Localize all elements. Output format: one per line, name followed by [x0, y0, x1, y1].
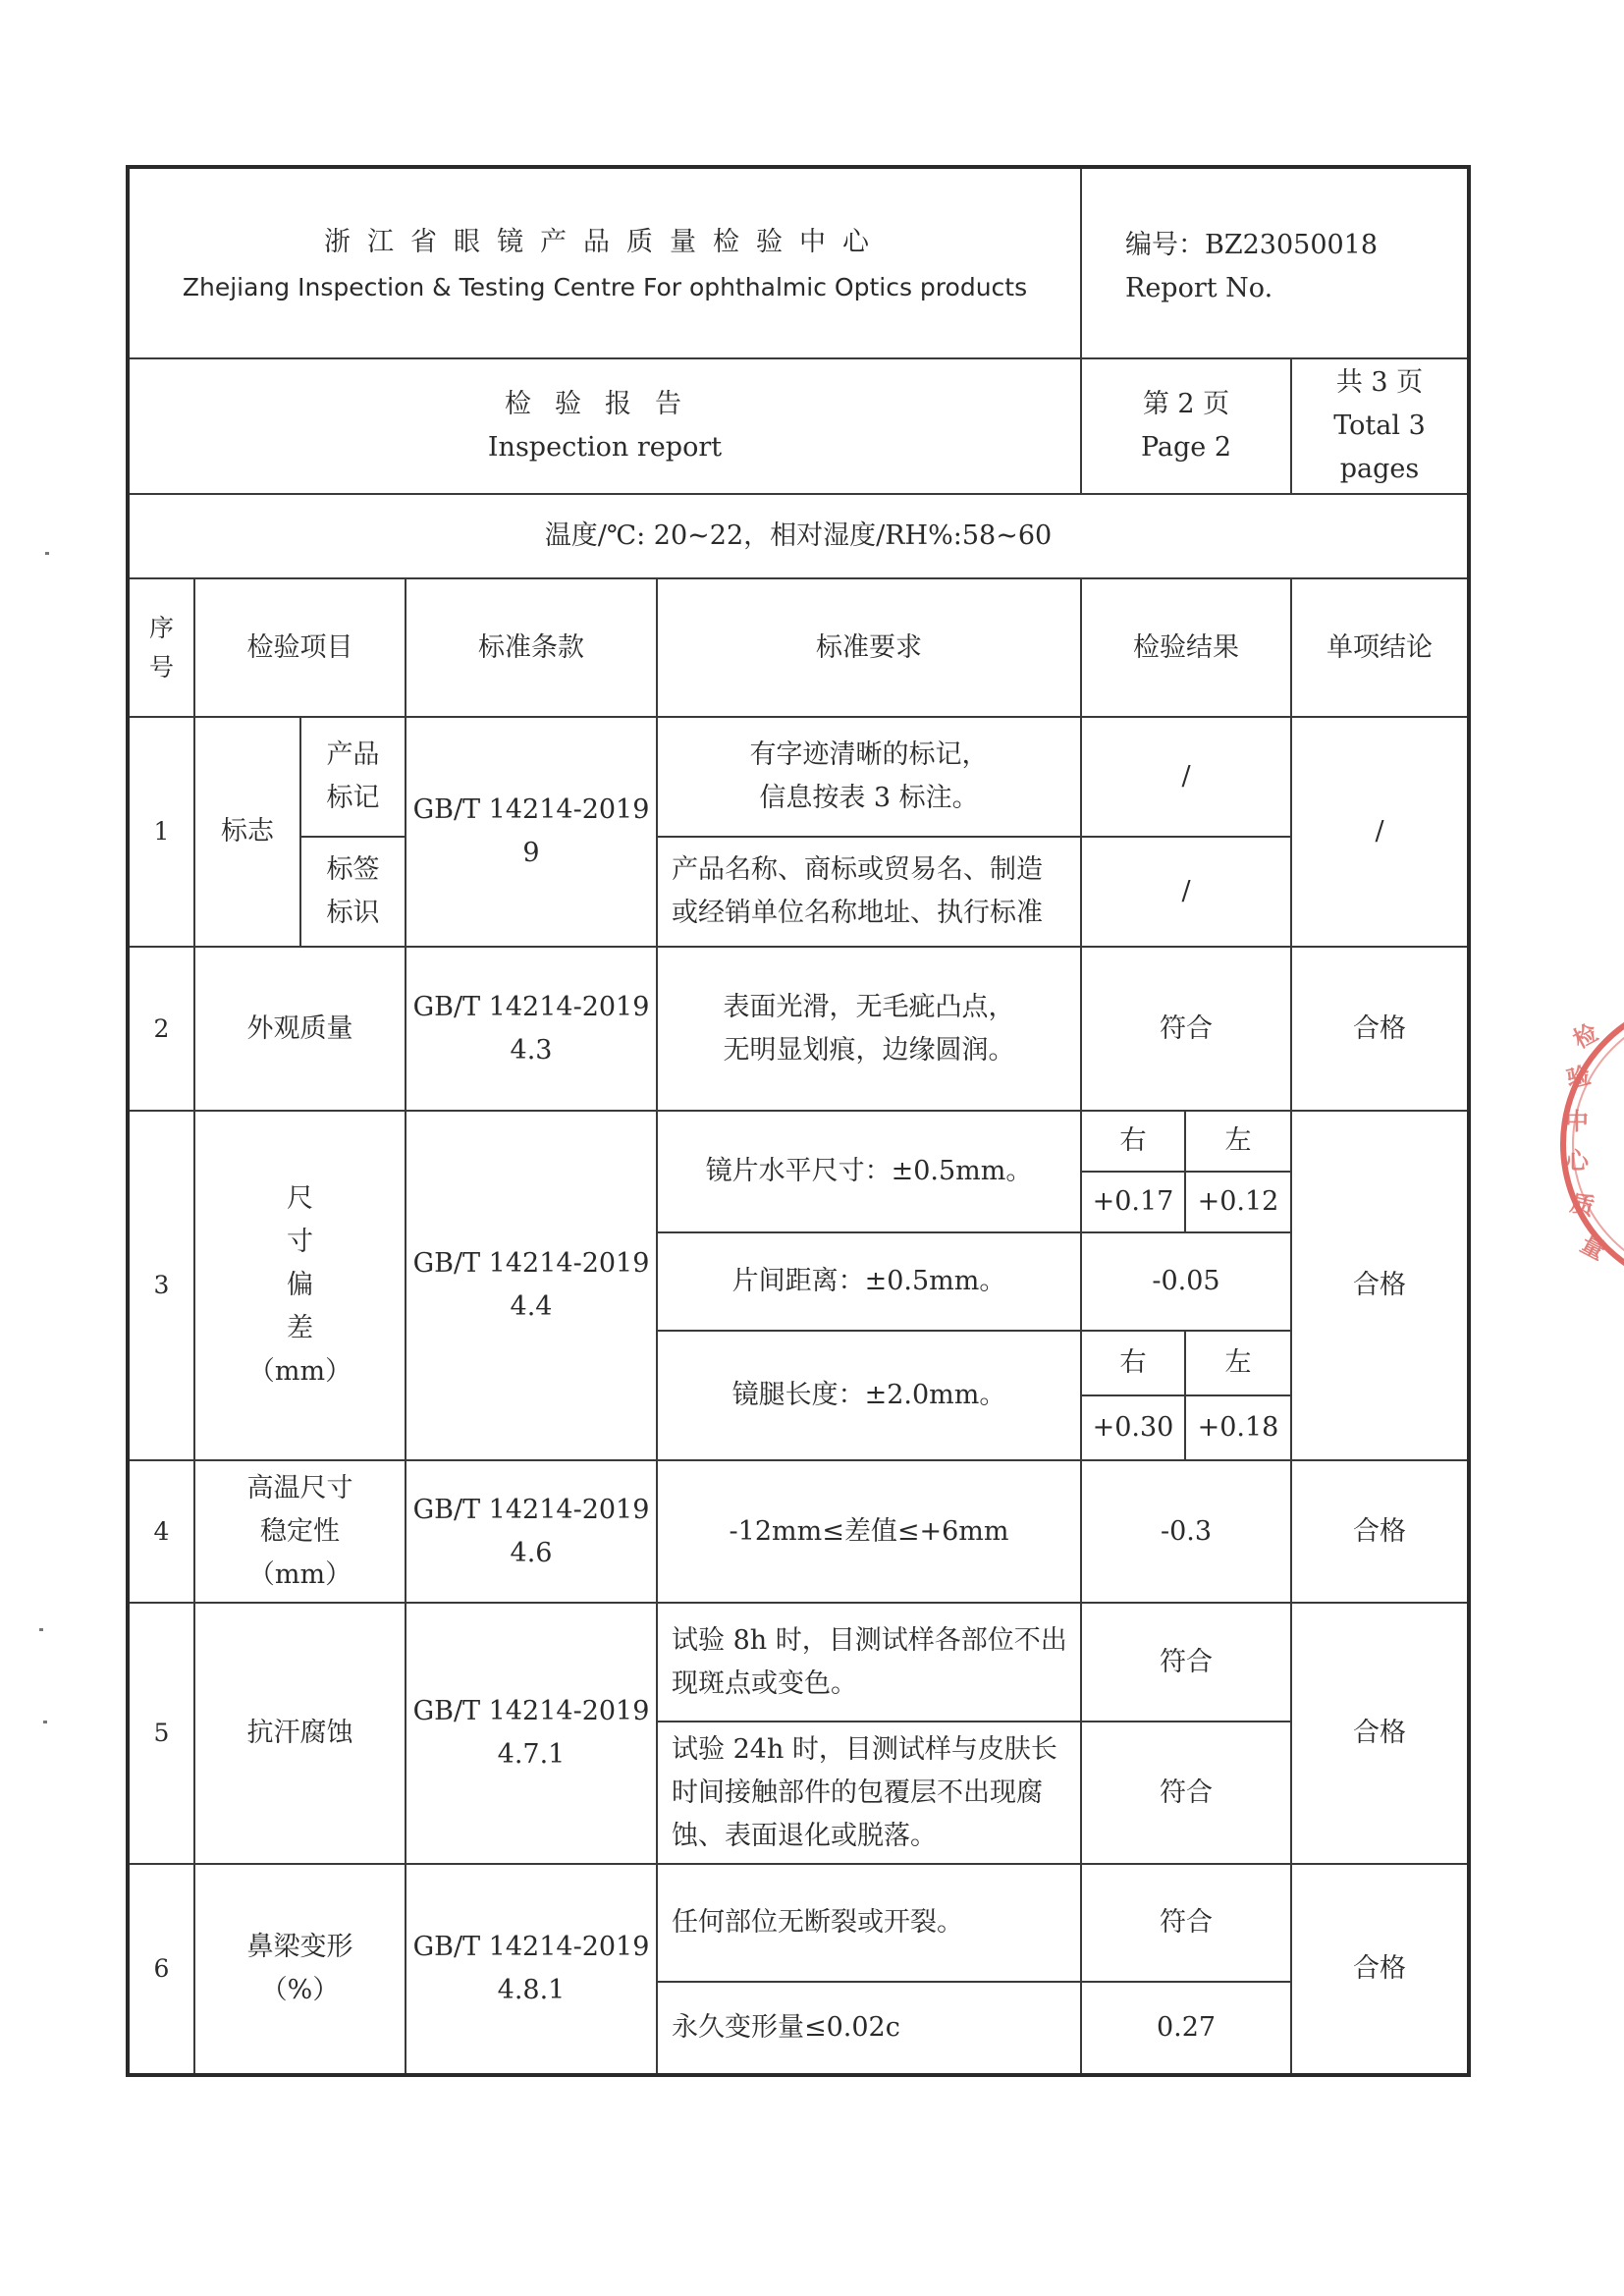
row4-clause-no: 4.6 — [510, 1537, 553, 1568]
row3-result-2: -0.05 — [1081, 1232, 1291, 1331]
report-title-cell — [128, 358, 1081, 494]
row3-item — [194, 1111, 406, 1460]
row5-req2-line2: 时间接触部件的包覆层不出现腐 — [672, 1777, 1043, 1808]
row1-requirement-2 — [657, 837, 1081, 947]
row3-clause-no: 4.4 — [510, 1291, 553, 1322]
row2-seq: 2 — [128, 947, 194, 1111]
row1-req1-line1: 有字迹清晰的标记， — [749, 739, 989, 770]
row4-result: -0.3 — [1081, 1460, 1291, 1603]
col-header-result: 检验结果 — [1081, 578, 1291, 717]
row1-conclusion: / — [1291, 717, 1469, 947]
row2-result: 符合 — [1081, 947, 1291, 1111]
row4-clause — [406, 1460, 657, 1603]
row3-clause — [406, 1111, 657, 1460]
page-number-cell — [1081, 358, 1291, 494]
report-no-label-en: Report No. — [1125, 273, 1273, 303]
test-conditions: 温度/℃: 20~22，相对湿度/RH%:58~60 — [128, 494, 1469, 578]
report-no-label-cn: 编号： — [1125, 230, 1205, 260]
row2-clause-no: 4.3 — [510, 1034, 553, 1066]
row1-clause-no: 9 — [522, 838, 540, 868]
scan-speck — [39, 1628, 43, 1631]
row5-result-1: 符合 — [1081, 1603, 1291, 1722]
row3-requirement-2: 片间距离：±0.5mm。 — [657, 1232, 1081, 1331]
row3-item-char-2: 寸 — [287, 1227, 313, 1257]
red-seal-stamp — [1540, 992, 1624, 1296]
col-header-conclusion: 单项结论 — [1291, 578, 1469, 717]
row3-clause-std: GB/T 14214-2019 — [412, 1248, 650, 1279]
row3-seq: 3 — [128, 1111, 194, 1460]
svg-text:心: 心 — [1565, 1146, 1589, 1175]
row3-item-char-4: 差 — [287, 1313, 313, 1343]
center-name-cell — [128, 167, 1081, 358]
row2-item: 外观质量 — [194, 947, 406, 1111]
report-number: BZ23050018 — [1205, 230, 1379, 260]
row6-seq: 6 — [128, 1864, 194, 2075]
row3-item-char-3: 偏 — [287, 1270, 313, 1300]
svg-text:质: 质 — [1567, 1187, 1597, 1222]
row6-item — [194, 1864, 406, 2075]
row3-requirement-1: 镜片水平尺寸：±0.5mm。 — [657, 1111, 1081, 1232]
row5-clause — [406, 1603, 657, 1864]
center-name-cn: 浙江省眼镜产品质量检验中心 — [324, 227, 886, 257]
row2-req-line1: 表面光滑，无毛疵凸点， — [723, 991, 1015, 1022]
row3-conclusion: 合格 — [1291, 1111, 1469, 1460]
center-name-en: Zhejiang Inspection & Testing Centre For ophthalmic Optics products — [182, 273, 1028, 301]
row3-result-3-right: +0.30 — [1081, 1395, 1185, 1460]
row4-item-line2: 稳定性 — [260, 1515, 340, 1547]
row5-req2-line1: 试验 24h 时，目测试样与皮肤长 — [672, 1733, 1057, 1765]
row1-result-1: / — [1081, 717, 1291, 837]
row5-seq: 5 — [128, 1603, 194, 1864]
row4-item-line1: 高温尺寸 — [246, 1472, 353, 1503]
row3-result-3-right-label: 右 — [1081, 1331, 1185, 1395]
report-title-cn: 检验报告 — [505, 389, 705, 419]
row6-conclusion: 合格 — [1291, 1864, 1469, 2075]
row1-sub-item-1 — [300, 717, 406, 837]
row4-requirement: -12mm≤差值≤+6mm — [657, 1460, 1081, 1603]
row5-requirement-1 — [657, 1603, 1081, 1722]
row1-sub-item-2-text: 标签标识 — [326, 854, 380, 928]
row4-clause-std: GB/T 14214-2019 — [412, 1494, 650, 1525]
svg-text:检: 检 — [1568, 1017, 1603, 1055]
row3-result-1-left: +0.12 — [1185, 1172, 1291, 1232]
row1-seq: 1 — [128, 717, 194, 947]
row1-req2-line2: 或经销单位名称地址、执行标准 — [672, 898, 1043, 928]
page-number-cn: 第 2 页 — [1142, 389, 1230, 419]
row2-req-line2: 无明显划痕，边缘圆润。 — [723, 1034, 1015, 1066]
row6-clause-std: GB/T 14214-2019 — [412, 1932, 650, 1962]
row2-conclusion: 合格 — [1291, 947, 1469, 1111]
row3-result-3-left: +0.18 — [1185, 1395, 1291, 1460]
col-header-item: 检验项目 — [194, 578, 406, 717]
row6-item-line1: 鼻梁变形 — [246, 1932, 353, 1962]
row1-req2-line1: 产品名称、商标或贸易名、制造 — [672, 854, 1043, 885]
page-total-cn: 共 3 页 — [1335, 367, 1424, 398]
row2-requirement — [657, 947, 1081, 1111]
row1-item: 标志 — [194, 717, 300, 947]
row3-result-1-right: +0.17 — [1081, 1172, 1185, 1232]
scan-speck — [43, 1721, 47, 1723]
svg-text:验: 验 — [1563, 1060, 1594, 1094]
row3-result-1-right-label: 右 — [1081, 1111, 1185, 1172]
row3-item-unit: （mm） — [247, 1356, 352, 1387]
col-header-seq — [128, 578, 194, 717]
row6-clause-no: 4.8.1 — [497, 1975, 566, 2005]
row6-result-2: 0.27 — [1081, 1982, 1291, 2075]
row5-clause-std: GB/T 14214-2019 — [412, 1696, 650, 1726]
row5-req1-line1: 试验 8h 时，目测试样各部位不出 — [672, 1624, 1067, 1656]
scan-speck — [45, 552, 49, 555]
row4-seq: 4 — [128, 1460, 194, 1603]
page-total-en: Total 3 pages — [1333, 410, 1426, 484]
row3-result-3-left-label: 左 — [1185, 1331, 1291, 1395]
row5-requirement-2 — [657, 1722, 1081, 1864]
svg-text:量: 量 — [1576, 1229, 1610, 1266]
page-number-en: Page 2 — [1140, 432, 1232, 463]
col-header-clause: 标准条款 — [406, 578, 657, 717]
row1-clause-std: GB/T 14214-2019 — [412, 794, 650, 825]
row5-clause-no: 4.7.1 — [497, 1739, 566, 1770]
row1-requirement-1 — [657, 717, 1081, 837]
row1-clause — [406, 717, 657, 947]
row5-req2-line3: 蚀、表面退化或脱落。 — [672, 1820, 937, 1851]
row2-clause — [406, 947, 657, 1111]
row3-requirement-3: 镜腿长度：±2.0mm。 — [657, 1331, 1081, 1460]
col-header-requirement: 标准要求 — [657, 578, 1081, 717]
row4-item — [194, 1460, 406, 1603]
svg-text:中: 中 — [1565, 1107, 1589, 1135]
row1-sub-item-2 — [300, 837, 406, 947]
row6-requirement-2: 永久变形量≤0.02c — [657, 1982, 1081, 2075]
row6-requirement-1: 任何部位无断裂或开裂。 — [657, 1864, 1081, 1982]
page-total-cell — [1291, 358, 1469, 494]
row1-sub-item-1-text: 产品标记 — [326, 739, 380, 813]
row1-result-2: / — [1081, 837, 1291, 947]
row5-req1-line2: 现斑点或变色。 — [672, 1667, 857, 1699]
inspection-report-table — [126, 165, 1471, 2077]
row4-conclusion: 合格 — [1291, 1460, 1469, 1603]
row2-clause-std: GB/T 14214-2019 — [412, 991, 650, 1022]
row1-req1-line2: 信息按表 3 标注。 — [759, 783, 979, 813]
report-title-en: Inspection report — [487, 432, 723, 463]
row5-conclusion: 合格 — [1291, 1603, 1469, 1864]
row5-item: 抗汗腐蚀 — [194, 1603, 406, 1864]
col-header-seq-text: 序号 — [148, 613, 174, 682]
row3-result-1-left-label: 左 — [1185, 1111, 1291, 1172]
row3-item-char-1: 尺 — [287, 1183, 313, 1214]
row5-result-2: 符合 — [1081, 1722, 1291, 1864]
row4-item-line3: （mm） — [247, 1558, 352, 1590]
row6-result-1: 符合 — [1081, 1864, 1291, 1982]
row6-item-line2: （%） — [260, 1975, 340, 2005]
row6-clause — [406, 1864, 657, 2075]
report-number-cell — [1081, 167, 1469, 358]
